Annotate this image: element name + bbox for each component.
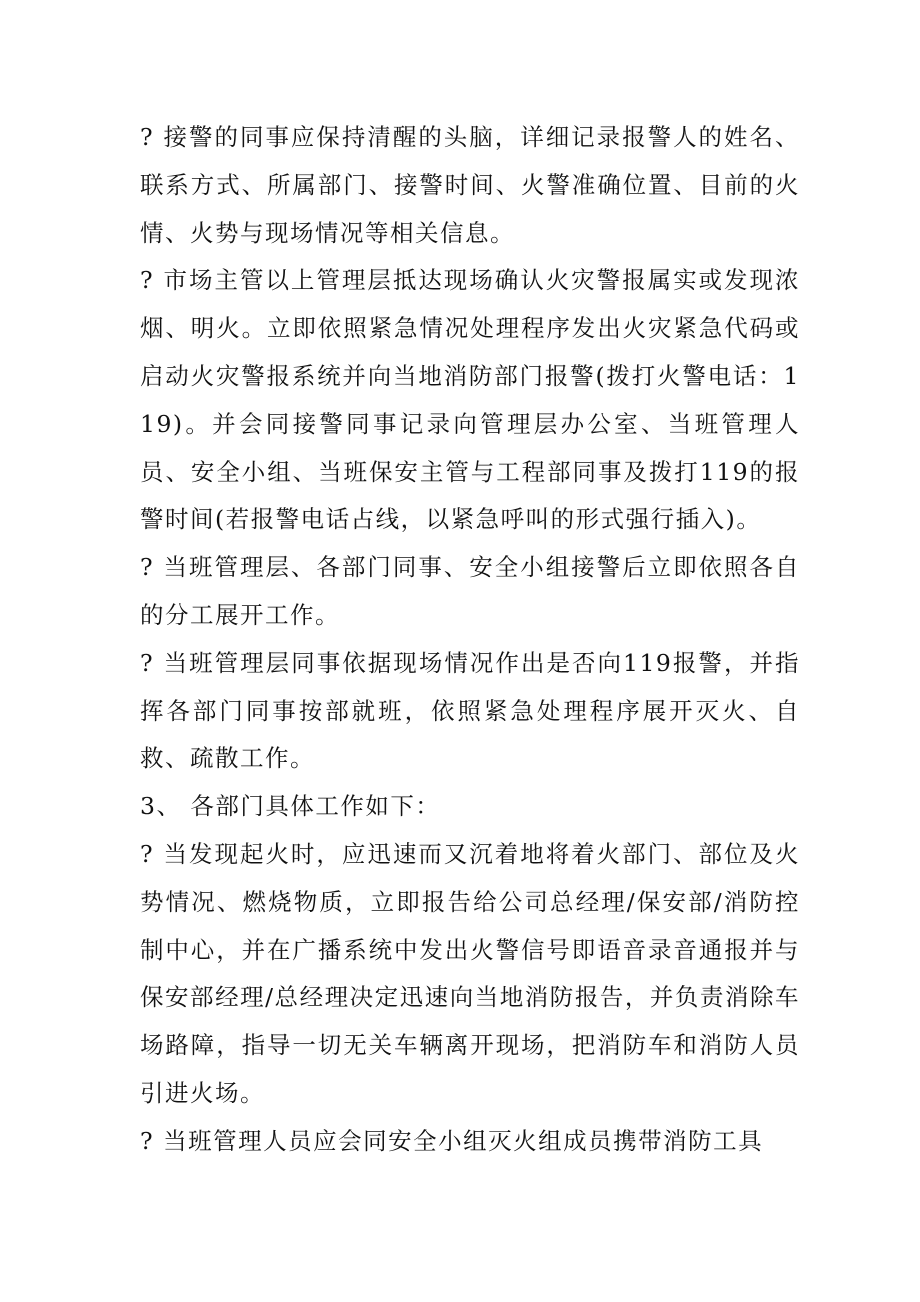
paragraph-command-evacuation: ? 当班管理层同事依据现场情况作出是否向119报警，并指挥各部门同事按部就班，依照紧急处理程序展开灭火、自救、疏散工作。 [140,648,800,773]
paragraph-duty-manager-tools: ? 当班管理人员应会同安全小组灭火组成员携带消防工具 [140,1126,764,1155]
paragraph-management-confirm: ? 市场主管以上管理层抵达现场确认火灾警报属实或发现浓烟、明火。立即依照紧急情况处理程序发出火灾紧急代码或启动火灾警报系统并向当地消防部门报警(拨打火警电话：119)。并会同接警同事记录向管理层办公室、当班管理人员、安全小组、当班保安主管与工程部同事及拨打119的报警时间(若报警电话占线，以紧急呼叫的形式强行插入)。 [140,266,800,534]
paragraph-duty-assignment: ? 当班管理层、各部门同事、安全小组接警后立即依照各自的分工展开工作。 [140,553,800,629]
paragraph-receive-alarm: ? 接警的同事应保持清醒的头脑，详细记录报警人的姓名、联系方式、所属部门、接警时间、火警准确位置、目前的火情、火势与现场情况等相关信息。 [140,123,800,247]
paragraph-fire-discovery: ? 当发现起火时，应迅速而又沉着地将着火部门、部位及火势情况、燃烧物质，立即报告给公司总经理/保安部/消防控制中心，并在广播系统中发出火警信号即语音录音通报并与保安部经理/总经理决定迅速向当地消防报告，并负责消除车场路障，指导一切无关车辆离开现场，把消防车和消防人员引进火场。 [140,839,800,1107]
section-heading-department-work: 3、 各部门具体工作如下： [140,792,441,821]
document-body [140,114,800,1166]
